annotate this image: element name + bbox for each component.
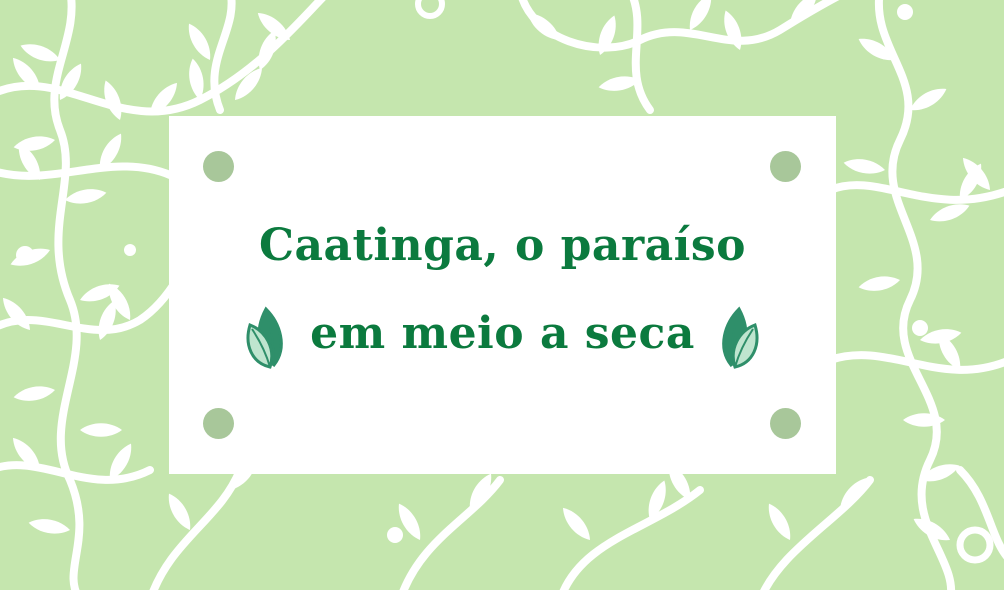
title-line-1: Caatinga, o paraíso xyxy=(259,220,746,271)
leaf-icon xyxy=(705,297,761,371)
title-card xyxy=(169,116,836,474)
pin-dot-top-right xyxy=(770,151,801,182)
pin-dot-bottom-right xyxy=(770,408,801,439)
leaf-icon xyxy=(244,297,300,371)
pin-dot-top-left xyxy=(203,151,234,182)
title-line-2: em meio a seca xyxy=(310,308,695,359)
title-line-2-row xyxy=(169,294,836,374)
pin-dot-bottom-left xyxy=(203,408,234,439)
